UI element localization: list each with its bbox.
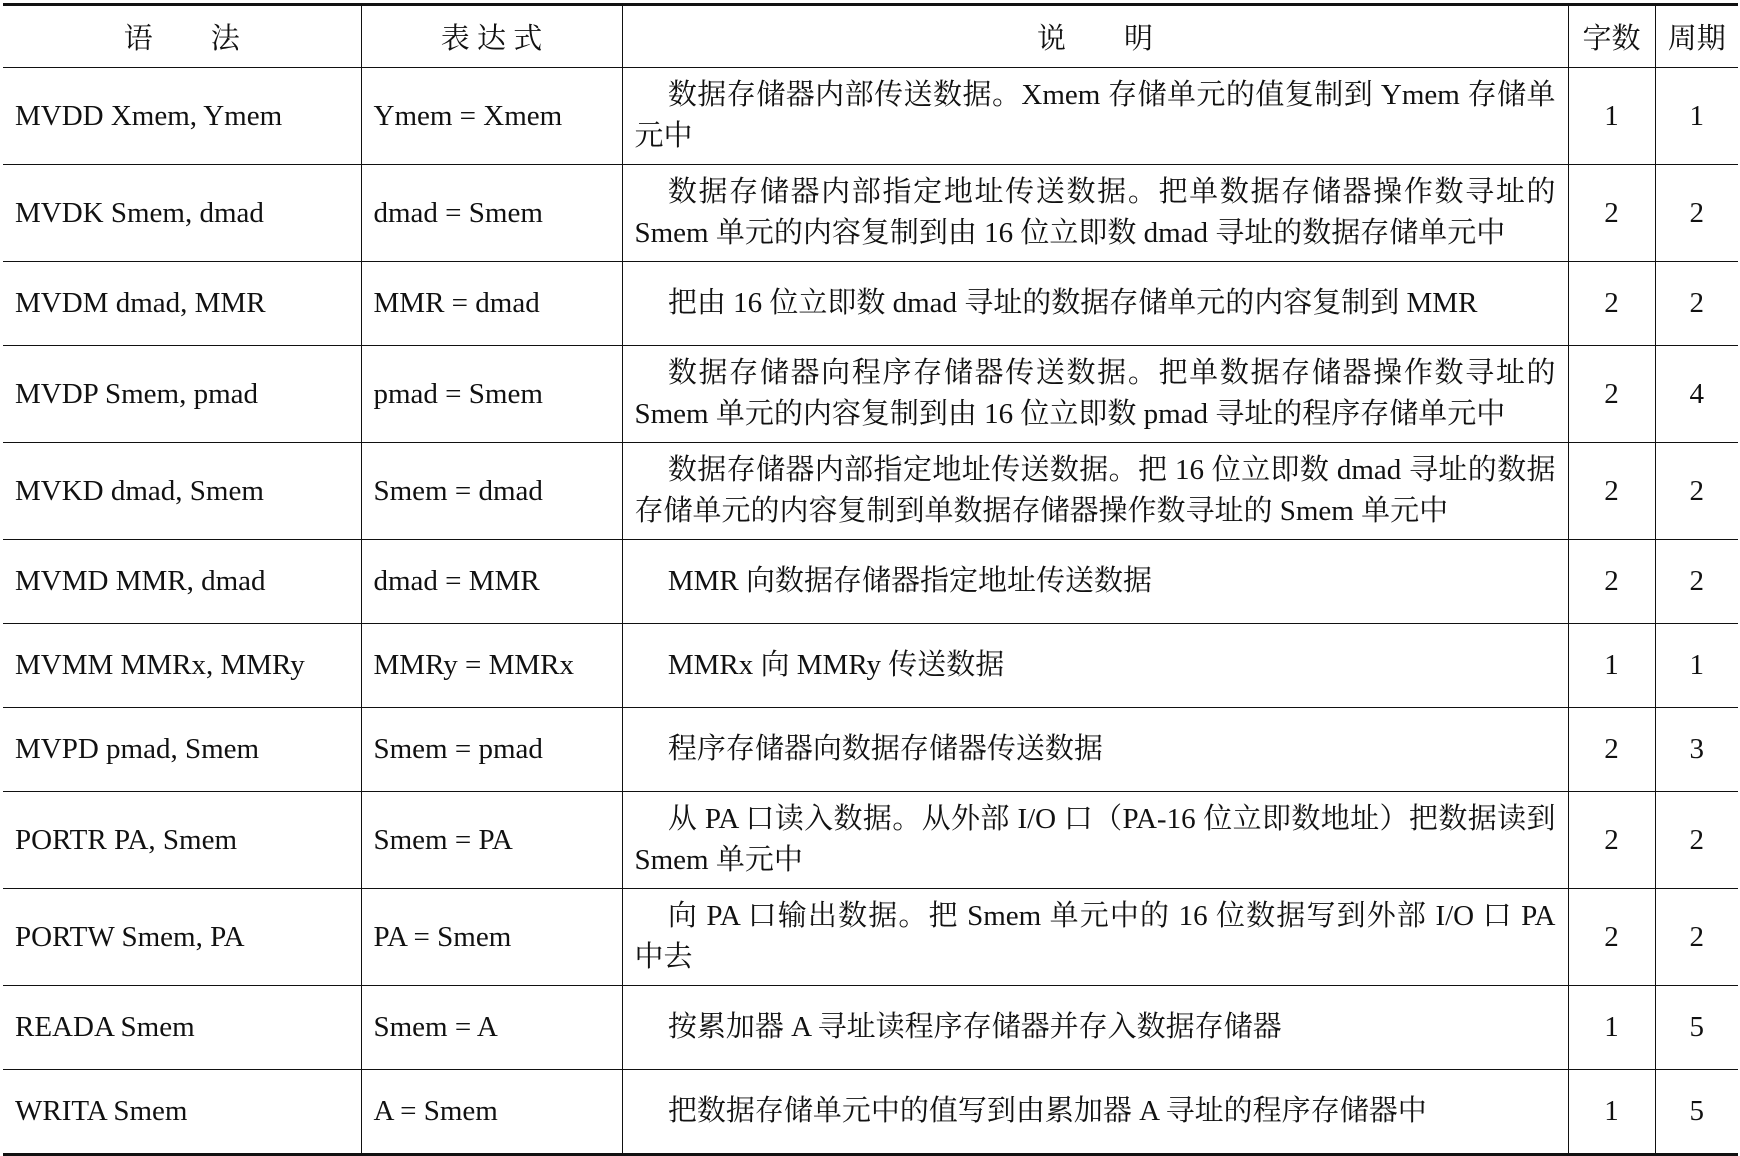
cell-expression: Smem = A	[361, 986, 622, 1070]
cell-words: 2	[1568, 889, 1655, 986]
cell-syntax: PORTR PA, Smem	[3, 792, 361, 889]
header-expression: 表 达 式	[361, 5, 622, 68]
table-row	[3, 262, 1738, 346]
cell-cycles: 3	[1655, 708, 1738, 792]
cell-description: 从 PA 口读入数据。从外部 I/O 口（PA-16 位立即数地址）把数据读到 Smem 单元中	[622, 792, 1568, 889]
cell-cycles: 4	[1655, 346, 1738, 443]
cell-description: 数据存储器内部指定地址传送数据。把 16 位立即数 dmad 寻址的数据存储单元的内容复制到单数据存储器操作数寻址的 Smem 单元中	[622, 443, 1568, 540]
cell-cycles: 5	[1655, 1070, 1738, 1155]
header-row	[3, 5, 1738, 68]
cell-words: 2	[1568, 443, 1655, 540]
cell-cycles: 2	[1655, 165, 1738, 262]
cell-words: 2	[1568, 346, 1655, 443]
cell-syntax: MVPD pmad, Smem	[3, 708, 361, 792]
cell-cycles: 2	[1655, 443, 1738, 540]
table-row	[3, 68, 1738, 165]
cell-cycles: 2	[1655, 792, 1738, 889]
cell-words: 2	[1568, 708, 1655, 792]
cell-cycles: 2	[1655, 889, 1738, 986]
cell-description: 把由 16 位立即数 dmad 寻址的数据存储单元的内容复制到 MMR	[622, 262, 1568, 346]
table-row	[3, 540, 1738, 624]
cell-syntax: WRITA Smem	[3, 1070, 361, 1155]
cell-cycles: 2	[1655, 540, 1738, 624]
cell-expression: pmad = Smem	[361, 346, 622, 443]
cell-syntax: MVMD MMR, dmad	[3, 540, 361, 624]
cell-cycles: 2	[1655, 262, 1738, 346]
table-row	[3, 346, 1738, 443]
cell-cycles: 5	[1655, 986, 1738, 1070]
table-row	[3, 792, 1738, 889]
cell-expression: PA = Smem	[361, 889, 622, 986]
header-description: 说 明	[622, 5, 1568, 68]
cell-words: 2	[1568, 165, 1655, 262]
cell-expression: A = Smem	[361, 1070, 622, 1155]
cell-expression: dmad = MMR	[361, 540, 622, 624]
cell-syntax: MVDD Xmem, Ymem	[3, 68, 361, 165]
cell-expression: dmad = Smem	[361, 165, 622, 262]
cell-expression: MMRy = MMRx	[361, 624, 622, 708]
cell-words: 1	[1568, 1070, 1655, 1155]
cell-expression: MMR = dmad	[361, 262, 622, 346]
cell-syntax: MVDM dmad, MMR	[3, 262, 361, 346]
cell-words: 2	[1568, 540, 1655, 624]
cell-description: 数据存储器内部传送数据。Xmem 存储单元的值复制到 Ymem 存储单元中	[622, 68, 1568, 165]
table-row	[3, 986, 1738, 1070]
cell-syntax: READA Smem	[3, 986, 361, 1070]
header-cycles: 周期	[1655, 5, 1738, 68]
header-syntax: 语 法	[3, 5, 361, 68]
table-row	[3, 443, 1738, 540]
cell-expression: Smem = PA	[361, 792, 622, 889]
cell-words: 1	[1568, 986, 1655, 1070]
cell-syntax: MVMM MMRx, MMRy	[3, 624, 361, 708]
cell-syntax: PORTW Smem, PA	[3, 889, 361, 986]
cell-description: MMRx 向 MMRy 传送数据	[622, 624, 1568, 708]
cell-description: 向 PA 口输出数据。把 Smem 单元中的 16 位数据写到外部 I/O 口 PA 中去	[622, 889, 1568, 986]
cell-description: MMR 向数据存储器指定地址传送数据	[622, 540, 1568, 624]
header-words: 字数	[1568, 5, 1655, 68]
table-row	[3, 708, 1738, 792]
cell-cycles: 1	[1655, 624, 1738, 708]
table-body	[3, 68, 1738, 1155]
cell-description: 数据存储器向程序存储器传送数据。把单数据存储器操作数寻址的 Smem 单元的内容复制到由 16 位立即数 pmad 寻址的程序存储单元中	[622, 346, 1568, 443]
cell-expression: Smem = dmad	[361, 443, 622, 540]
cell-description: 按累加器 A 寻址读程序存储器并存入数据存储器	[622, 986, 1568, 1070]
table-row	[3, 624, 1738, 708]
cell-syntax: MVDK Smem, dmad	[3, 165, 361, 262]
cell-words: 2	[1568, 792, 1655, 889]
cell-description: 数据存储器内部指定地址传送数据。把单数据存储器操作数寻址的 Smem 单元的内容复制到由 16 位立即数 dmad 寻址的数据存储单元中	[622, 165, 1568, 262]
cell-words: 1	[1568, 68, 1655, 165]
table-row	[3, 165, 1738, 262]
cell-description: 程序存储器向数据存储器传送数据	[622, 708, 1568, 792]
cell-expression: Smem = pmad	[361, 708, 622, 792]
table-row	[3, 889, 1738, 986]
cell-syntax: MVKD dmad, Smem	[3, 443, 361, 540]
table-row	[3, 1070, 1738, 1155]
cell-expression: Ymem = Xmem	[361, 68, 622, 165]
cell-cycles: 1	[1655, 68, 1738, 165]
cell-words: 1	[1568, 624, 1655, 708]
instruction-table	[3, 3, 1738, 1156]
cell-words: 2	[1568, 262, 1655, 346]
cell-syntax: MVDP Smem, pmad	[3, 346, 361, 443]
cell-description: 把数据存储单元中的值写到由累加器 A 寻址的程序存储器中	[622, 1070, 1568, 1155]
